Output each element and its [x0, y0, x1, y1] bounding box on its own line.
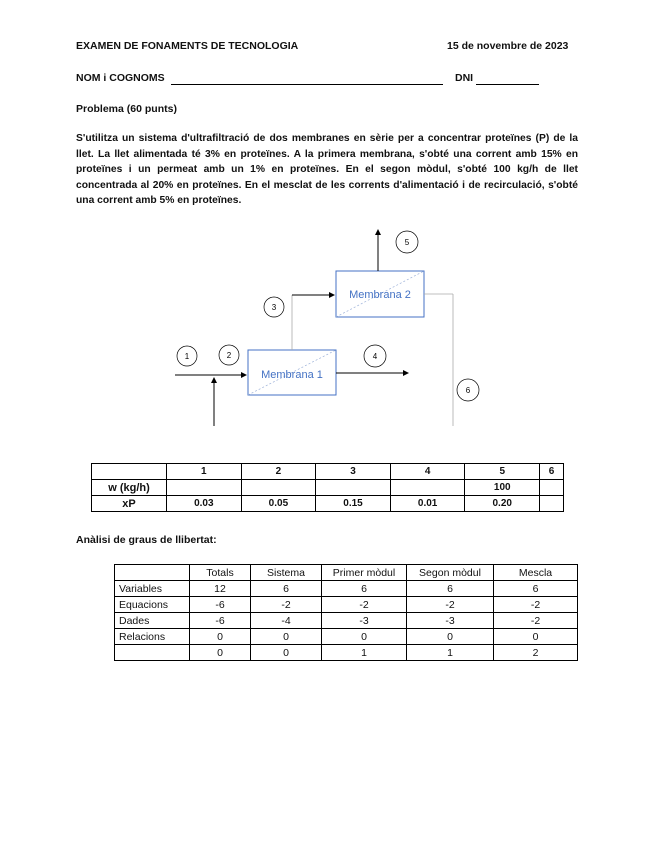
table-cell: Variables: [115, 581, 190, 597]
name-label: NOM i COGNOMS: [76, 72, 165, 84]
table-cell: 0: [494, 629, 578, 645]
table-row: [115, 581, 578, 597]
table-cell: 1: [407, 645, 494, 661]
table-row: [115, 565, 578, 581]
stream-label-1: [177, 346, 197, 366]
membrane-1-label: Membrana 1: [261, 369, 323, 381]
table-cell: -3: [322, 613, 407, 629]
table-cell: Primer mòdul: [322, 565, 407, 581]
table-cell: -2: [494, 613, 578, 629]
table-cell: 2: [494, 645, 578, 661]
table-cell: [167, 480, 242, 496]
table-row: [92, 496, 564, 512]
table-cell: 0.01: [390, 496, 465, 512]
table-cell: [316, 480, 391, 496]
dni-label: DNI: [455, 72, 474, 84]
table-row: [115, 629, 578, 645]
table-cell: -2: [407, 597, 494, 613]
svg-text:3: 3: [271, 303, 277, 312]
table-cell: [241, 480, 316, 496]
svg-text:4: 4: [372, 352, 378, 361]
table-cell: Segon mòdul: [407, 565, 494, 581]
table-cell: 0: [407, 629, 494, 645]
table-cell: Totals: [190, 565, 251, 581]
process-diagram: [0, 220, 655, 440]
stream-label-6: [457, 379, 479, 401]
svg-text:1: 1: [184, 352, 190, 361]
table-cell: Dades: [115, 613, 190, 629]
table-cell: w (kg/h): [92, 480, 167, 496]
table-cell: 1: [167, 464, 242, 480]
table-row: [92, 464, 564, 480]
table-row: [115, 597, 578, 613]
stream-label-3: [264, 297, 284, 317]
table-row: [115, 613, 578, 629]
table-cell: 0.20: [465, 496, 540, 512]
table-cell: [390, 480, 465, 496]
table-cell: [540, 496, 564, 512]
table-cell: Mescla: [494, 565, 578, 581]
dof-title: Anàlisi de graus de llibertat:: [76, 534, 217, 546]
table-cell: 0: [251, 645, 322, 661]
stream-label-4: [364, 345, 386, 367]
dni-line[interactable]: [476, 84, 539, 85]
table-cell: Sistema: [251, 565, 322, 581]
table-cell: Relacions: [115, 629, 190, 645]
problem-title: Problema (60 punts): [76, 103, 177, 115]
table-cell: 0: [251, 629, 322, 645]
table-cell: -4: [251, 613, 322, 629]
membrane-2-label: Membrana 2: [349, 289, 411, 301]
table-cell: 0: [190, 629, 251, 645]
table-cell: 6: [322, 581, 407, 597]
table-cell: -6: [190, 613, 251, 629]
table-cell: 5: [465, 464, 540, 480]
table-row: [115, 645, 578, 661]
table-cell: 0.15: [316, 496, 391, 512]
table-row: [92, 480, 564, 496]
table-cell: -6: [190, 597, 251, 613]
stream-label-5: [396, 231, 418, 253]
table-cell: 100: [465, 480, 540, 496]
stream-table: [91, 463, 564, 512]
exam-title: EXAMEN DE FONAMENTS DE TECNOLOGIA: [76, 40, 299, 52]
table-cell: -2: [494, 597, 578, 613]
table-cell: -3: [407, 613, 494, 629]
svg-text:6: 6: [465, 386, 471, 395]
svg-text:5: 5: [404, 238, 410, 247]
table-cell: 6: [407, 581, 494, 597]
table-cell: -2: [322, 597, 407, 613]
stream-label-2: [219, 345, 239, 365]
table-cell: 0.03: [167, 496, 242, 512]
table-cell: 6: [540, 464, 564, 480]
table-cell: 3: [316, 464, 391, 480]
svg-text:2: 2: [226, 351, 232, 360]
table-cell: 4: [390, 464, 465, 480]
membrane-2-box: [336, 271, 424, 317]
table-cell: xP: [92, 496, 167, 512]
name-line[interactable]: [171, 84, 443, 85]
table-cell: 12: [190, 581, 251, 597]
problem-statement: S'utilitza un sistema d'ultrafiltració de dos membranes en sèrie per a concentrar proteïnes (P) de la llet. La llet alimentada té 3% en proteïnes. A la primera membrana, s'obté una corrent amb 15% en proteïnes i un permeat amb un 1% en proteïnes. En el segon mòdul, s'obté 100 kg/h de llet concentrada al 20% en proteïnes. En el mesclat de les corrents d'alimentació i de recirculació, s'obté una corrent amb 5% en proteïnes.: [76, 133, 578, 207]
table-cell: -2: [251, 597, 322, 613]
table-cell: [115, 645, 190, 661]
exam-date: 15 de novembre de 2023: [447, 40, 569, 52]
table-cell: 0: [322, 629, 407, 645]
table-cell: Equacions: [115, 597, 190, 613]
table-cell: 6: [251, 581, 322, 597]
table-cell: [540, 480, 564, 496]
table-cell: 6: [494, 581, 578, 597]
table-cell: [115, 565, 190, 581]
table-cell: [92, 464, 167, 480]
table-cell: 0.05: [241, 496, 316, 512]
membrane-1-box: [248, 350, 336, 395]
table-cell: 1: [322, 645, 407, 661]
table-cell: 0: [190, 645, 251, 661]
dof-table: [114, 564, 578, 661]
table-cell: 2: [241, 464, 316, 480]
